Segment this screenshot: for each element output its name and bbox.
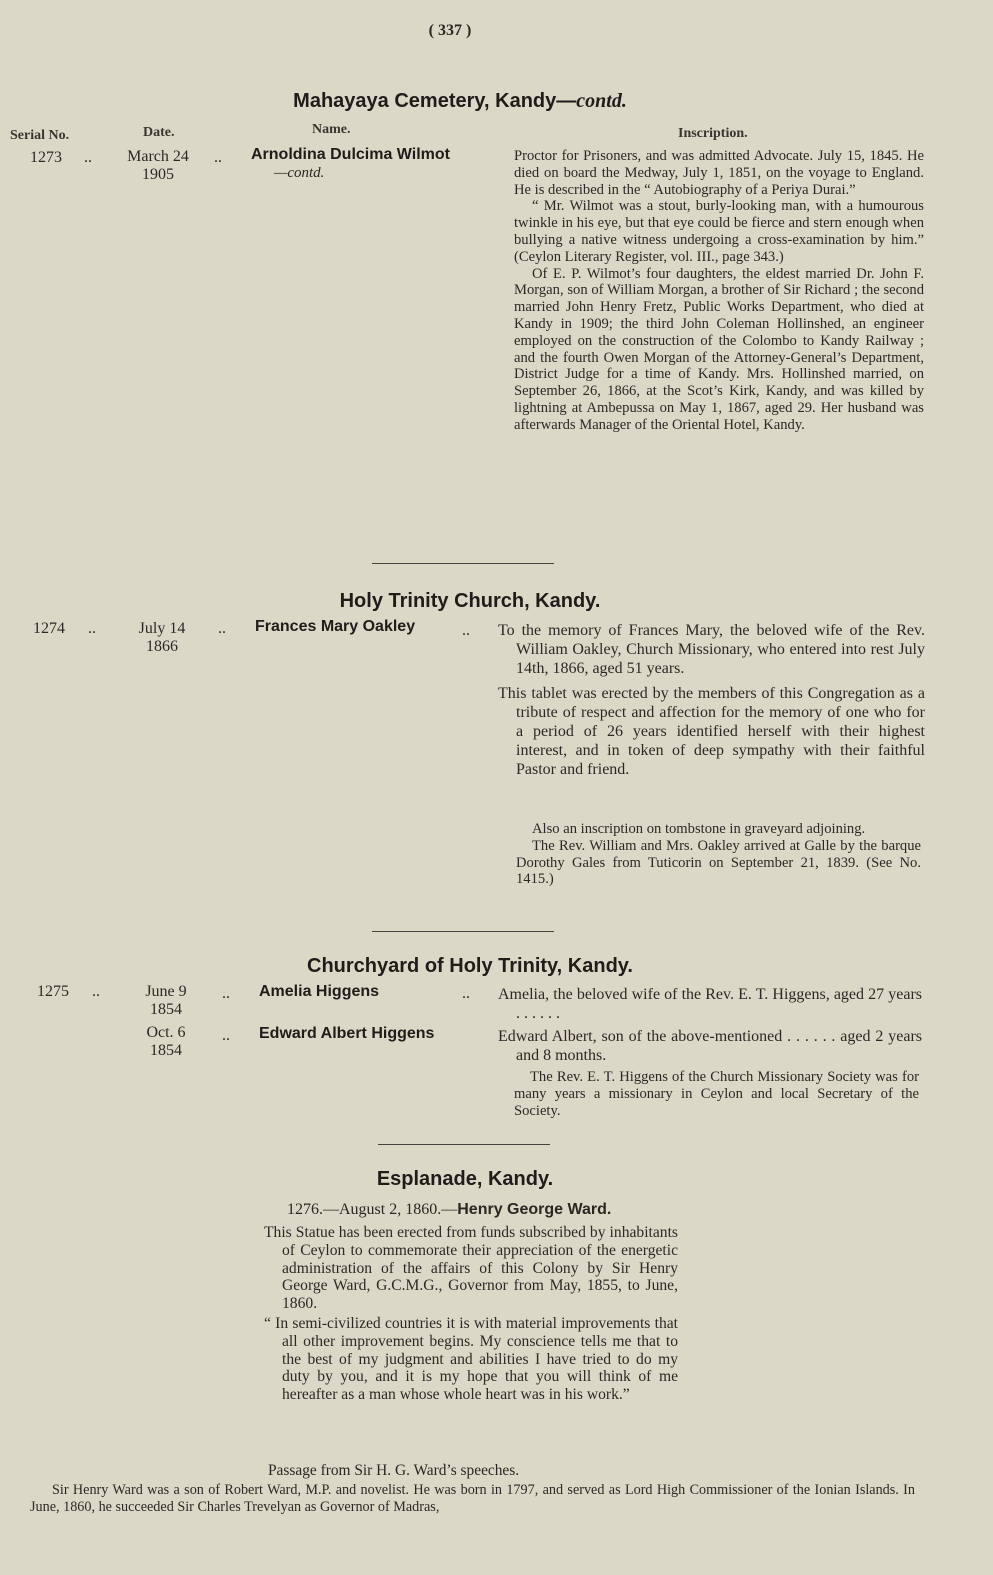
entry-dots: .. <box>218 620 226 637</box>
section-divider <box>372 563 554 564</box>
entry-serial: 1275 <box>37 983 69 1000</box>
entry-dots: .. <box>88 620 96 637</box>
note-block <box>516 821 921 888</box>
entry-date-day: March 24 <box>127 148 189 165</box>
entry-dots: .. <box>222 1027 230 1044</box>
column-header-date: Date. <box>143 125 175 140</box>
inscription-paragraph: Edward Albert, son of the above-mentioned . . . . . . aged 2 years and 8 months. <box>498 1028 922 1064</box>
page-number: ( 337 ) <box>428 22 472 39</box>
note-paragraph: The Rev. E. T. Higgens of the Church Missionary Society was for many years a missionary in Ceylon and local Secretary of the Society. <box>514 1069 919 1119</box>
entry-date-line: 1276.—August 2, 1860.— <box>287 1201 458 1218</box>
inscription-block <box>498 621 925 779</box>
entry-dots: .. <box>214 149 222 166</box>
inscription-block <box>514 148 924 434</box>
entry-dots: .. <box>222 985 230 1002</box>
entry-date-year: 1866 <box>146 638 178 655</box>
entry-date-year: 1854 <box>150 1001 182 1018</box>
entry-name: Edward Albert Higgens <box>259 1025 435 1042</box>
entry-dots: .. <box>462 985 470 1002</box>
inscription-paragraph: Of E. P. Wilmot’s four daughters, the eldest married Dr. John F. Morgan, son of William Morgan, a brother of Sir Richard ; the second married John Henry Fretz, Public Works Department, who died at Kandy in 1909; the third John Coleman Hollinshed, an engineer employed on the construction of the Colombo to Kandy Railway ; and the fourth Owen Morgan of the Attorney-General’s Department, District Judge for a time of Kandy. Mrs. Hollinshed married, on September 26, 1866, at the Scot’s Kirk, Kandy, and was killed by lightning at Ambepussa on May 1, 1867, aged 29. Her husband was afterwards Manager of the Oriental Hotel, Kandy. <box>514 265 924 433</box>
entry-date <box>118 148 198 184</box>
entry-serial: 1274 <box>33 620 65 637</box>
inscription-paragraph: “ In semi-civilized countries it is with material improvements that all other improvement begins. My conscience tells me that to the best of my judgment and abilities I have tried to do my duty by you, and it is my hope that you will think of me hereafter as a man whose whole heart was in his work.” <box>264 1314 678 1404</box>
entry-name: Arnoldina Dulcima Wilmot <box>251 146 450 163</box>
section-divider <box>378 1144 550 1145</box>
entry-dots: .. <box>92 983 100 1000</box>
footnote: Sir Henry Ward was a son of Robert Ward, M.P. and novelist. He was born in 1797, and served as Lord High Commissioner of the Ionian Islands. In June, 1860, he succeeded Sir Charles Trevelyan as Governor of Madras, <box>30 1482 915 1515</box>
entry-name: Amelia Higgens <box>259 983 380 1000</box>
entry-date-day: Oct. 6 <box>146 1024 186 1041</box>
inscription-paragraph: This tablet was erected by the members of this Congregation as a tribute of respect and affection for the memory of one who for a period of 26 years identified herself with their highest interest, and in token of deep sympathy with their faithful Pastor and friend. <box>498 685 925 778</box>
entry-name: Henry George Ward. <box>457 1201 612 1218</box>
entry-name-contd: —contd. <box>274 165 325 181</box>
column-header-serial: Serial No. <box>10 128 70 143</box>
inscription-paragraph: “ Mr. Wilmot was a stout, burly-looking man, with a humourous twinkle in his eye, but that eye could be fierce and stern enough when bullying a native witness undergoing a cross-examination by him.” (Ceylon Literary Register, vol. III., page 343.) <box>514 198 924 265</box>
entry-date-year: 1854 <box>150 1042 182 1059</box>
inscription-paragraph: This Statue has been erected from funds subscribed by inhabitants of Ceylon to commemorate their appreciation of the energetic administration of the affairs of this Colony by Sir Henry George Ward, G.C.M.G., Governor from May, 1855, to June, 1860. <box>264 1224 678 1313</box>
section-heading-esplanade: Esplanade, Kandy. <box>376 1168 554 1190</box>
esplanade-entry-line <box>287 1201 611 1219</box>
section-heading-mahayaya <box>180 90 740 113</box>
entry-date <box>126 1024 206 1060</box>
entry-date-day: July 14 <box>138 620 186 637</box>
entry-date-year: 1905 <box>142 166 174 183</box>
inscription-paragraph: To the memory of Frances Mary, the beloved wife of the Rev. William Oakley, Church Missionary, who entered into rest July 14th, 1866, aged 51 years. <box>498 622 925 677</box>
note-paragraph: Also an inscription on tombstone in graveyard adjoining. <box>532 821 866 837</box>
entry-name: Frances Mary Oakley <box>255 618 416 635</box>
heading-text: Mahayaya Cemetery, Kandy— <box>293 90 577 112</box>
heading-contd: contd. <box>576 90 627 112</box>
note-paragraph: The Rev. William and Mrs. Oakley arrived at Galle by the barque Dorothy Gales from Tuticorin on September 21, 1839. (See No. 1415.) <box>516 837 921 888</box>
entry-dots: .. <box>462 622 470 639</box>
entry-date <box>126 983 206 1019</box>
note-block <box>514 1069 919 1119</box>
inscription-block <box>498 1027 922 1065</box>
inscription-paragraph: Amelia, the beloved wife of the Rev. E. T. Higgens, aged 27 years . . . . . . <box>498 986 922 1022</box>
inscription-paragraph: Proctor for Prisoners, and was admitted Advocate. July 15, 1845. He died on board the Medway, July 1, 1851, on the voyage to England. He is described in the “ Autobiography of a Periya Durai.” <box>514 148 924 198</box>
column-header-inscription: Inscription. <box>678 126 748 141</box>
section-divider <box>372 931 554 932</box>
entry-date <box>122 620 202 656</box>
section-heading-holy-trinity: Holy Trinity Church, Kandy. <box>339 590 601 612</box>
speech-attribution: Passage from Sir H. G. Ward’s speeches. <box>268 1462 520 1479</box>
column-header-name: Name. <box>312 122 351 137</box>
inscription-block <box>498 985 922 1023</box>
entry-date-day: June 9 <box>145 983 187 1000</box>
section-heading-churchyard: Churchyard of Holy Trinity, Kandy. <box>307 955 633 977</box>
entry-serial: 1273 <box>30 149 62 166</box>
entry-dots: .. <box>84 149 92 166</box>
statue-inscription <box>264 1224 678 1404</box>
